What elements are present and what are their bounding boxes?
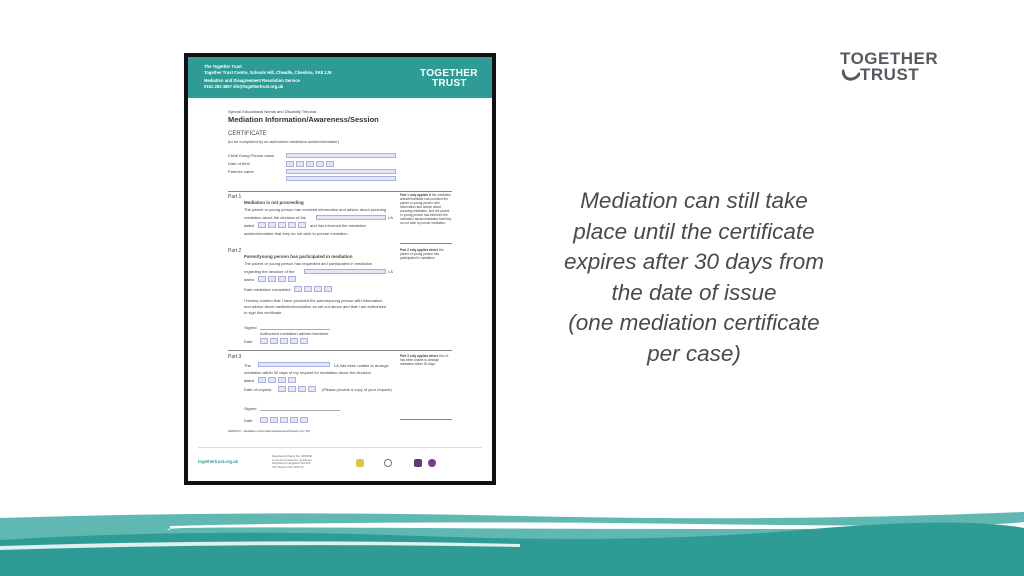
date-box[interactable] bbox=[258, 377, 266, 383]
part3-side-note: Part 3 only applies where the LA has been unable to arrange mediation within 30 days. bbox=[400, 354, 449, 366]
dob-label: Date of birth bbox=[228, 161, 250, 166]
part3-date: Date bbox=[244, 418, 253, 423]
date-box[interactable] bbox=[298, 386, 306, 392]
date-box[interactable] bbox=[300, 338, 308, 344]
part2-line1: The parent or young person has requested and participated in mediation bbox=[244, 261, 373, 266]
certificate-heading: CERTIFICATE bbox=[228, 131, 267, 137]
date-box[interactable] bbox=[288, 276, 296, 282]
date-box[interactable] bbox=[314, 286, 322, 292]
caption-line: Mediation can still take bbox=[580, 188, 808, 213]
date-box[interactable] bbox=[296, 161, 304, 167]
divider bbox=[228, 350, 452, 351]
part2-confirm1: I hereby confirm that I have provided the parent/young person with information bbox=[244, 298, 383, 303]
date-box[interactable] bbox=[280, 338, 288, 344]
date-box[interactable] bbox=[268, 276, 276, 282]
date-box[interactable] bbox=[290, 338, 298, 344]
child-name-field[interactable] bbox=[286, 153, 396, 158]
accreditation-badge-icon bbox=[428, 459, 436, 467]
document-header bbox=[188, 57, 492, 98]
document-title: Mediation Information/Awareness/Session bbox=[228, 115, 379, 124]
part2-line2: regarding the decision of the bbox=[244, 269, 295, 274]
la-field[interactable] bbox=[304, 269, 386, 274]
date-box[interactable] bbox=[286, 161, 294, 167]
part3-label: Part 3 bbox=[228, 354, 242, 360]
date-box[interactable] bbox=[278, 377, 286, 383]
together-trust-logo bbox=[838, 50, 958, 86]
part2-label: Part 2 bbox=[228, 248, 242, 254]
date-box[interactable] bbox=[258, 276, 266, 282]
accreditation-badge-icon bbox=[414, 459, 422, 467]
part1-line3: and has informed the mediation bbox=[310, 223, 367, 228]
part2-completed: Date mediation completed bbox=[244, 287, 291, 292]
caption-line: per case) bbox=[647, 340, 741, 366]
date-box[interactable] bbox=[316, 161, 324, 167]
la-field[interactable] bbox=[258, 362, 330, 367]
date-box[interactable] bbox=[278, 222, 286, 228]
part2-confirm3: to sign this certificate. bbox=[244, 310, 283, 315]
part1-line4: adviser/mediator that they do not wish to pursue mediation. bbox=[244, 231, 349, 236]
document-logo-line-1: TOGETHER bbox=[420, 68, 478, 79]
signature-line[interactable] bbox=[260, 329, 330, 330]
date-box[interactable] bbox=[290, 417, 298, 423]
date-box[interactable] bbox=[300, 417, 308, 423]
date-box[interactable] bbox=[258, 222, 266, 228]
part1-la: LA bbox=[388, 215, 393, 220]
logo-line-1: TOGETHER bbox=[840, 49, 939, 68]
part3-provide: (Please provide a copy of your request) bbox=[322, 387, 392, 392]
caption-line: (one mediation certificate bbox=[568, 310, 820, 335]
date-box[interactable] bbox=[270, 417, 278, 423]
part1-line1: The parent or young person has received information and advice about pursuing bbox=[244, 207, 387, 212]
child-name-label: Child/Young Person name bbox=[228, 153, 275, 158]
date-box[interactable] bbox=[270, 338, 278, 344]
part2-side-note: Part 2 only applies where the parent or young person has participated in mediation. bbox=[400, 248, 444, 260]
logo-line-2: TRUST bbox=[860, 65, 920, 84]
header-service: Mediation and Disagreement Resolution Service bbox=[204, 78, 300, 83]
parent-name-field-2[interactable] bbox=[286, 176, 396, 181]
part2-signed: Signed bbox=[244, 325, 257, 330]
header-address: Together Trust Centre, Schools Hill, Cheadle, Cheshire, SK8 1JE bbox=[204, 70, 332, 75]
slide-caption bbox=[536, 186, 852, 369]
parent-name-field[interactable] bbox=[286, 169, 396, 174]
divider bbox=[400, 243, 452, 244]
part1-label: Part 1 bbox=[228, 194, 242, 200]
parent-name-label: Parent's name bbox=[228, 169, 254, 174]
date-box[interactable] bbox=[324, 286, 332, 292]
caption-line: place until the certificate bbox=[573, 218, 815, 244]
date-box[interactable] bbox=[304, 286, 312, 292]
footer-url: togethertrust.org.uk bbox=[198, 459, 239, 464]
accreditation-badge-icon bbox=[356, 459, 364, 467]
date-box[interactable] bbox=[326, 161, 334, 167]
divider bbox=[400, 419, 452, 420]
mediation-certificate-document bbox=[184, 53, 496, 485]
decorative-waves bbox=[0, 500, 1024, 576]
date-box[interactable] bbox=[288, 377, 296, 383]
part3-line1: LA has been unable to arrange bbox=[334, 363, 389, 368]
date-box[interactable] bbox=[280, 417, 288, 423]
part3-dated: dated bbox=[244, 378, 255, 383]
date-box[interactable] bbox=[278, 276, 286, 282]
part2-dated: dated bbox=[244, 277, 255, 282]
date-box[interactable] bbox=[288, 386, 296, 392]
document-footer-rule bbox=[198, 447, 482, 448]
date-box[interactable] bbox=[260, 338, 268, 344]
header-contact: 0161 283 4857 sfs@togethertrust.org.uk bbox=[204, 84, 284, 89]
footer-registration: Registered Charity No. 1000000 A company limited by guarantee Registered in England 123 456 VAT Number 611 4063 01 bbox=[272, 454, 312, 469]
date-box[interactable] bbox=[306, 161, 314, 167]
part3-line2: mediation within 30 days of my request for mediation about the decision bbox=[244, 370, 371, 375]
part2-confirm2: and advice about mediation/resolution as set out above and that I am authorised bbox=[244, 304, 387, 309]
part1-heading: Mediation is not proceeding bbox=[244, 200, 304, 205]
date-box[interactable] bbox=[308, 386, 316, 392]
header-org: The Together Trust bbox=[204, 64, 242, 69]
part1-dated: dated bbox=[244, 223, 255, 228]
date-box[interactable] bbox=[268, 222, 276, 228]
certificate-note: (to be completed by an authorised mediation adviser/mediator) bbox=[228, 139, 339, 144]
part2-heading: Parent/young person has participated in mediation bbox=[244, 254, 353, 259]
date-box[interactable] bbox=[298, 222, 306, 228]
part1-side-note: Part 1 only applies if the mediation adviser/mediator has provided the parent or young person with information and advice about pursuing mediation, and the parent or young person has informed the mediation adviser/mediator that they do not wish to pursue mediation. bbox=[400, 193, 452, 225]
document-subtitle: Special Educational Needs and Disability Tribunal bbox=[228, 109, 317, 114]
part2-signed-caption: Authorised mediation adviser/mediator bbox=[260, 331, 329, 336]
date-box[interactable] bbox=[268, 377, 276, 383]
investors-in-people-icon bbox=[384, 459, 392, 467]
date-box[interactable] bbox=[294, 286, 302, 292]
caption-line: expires after 30 days from bbox=[563, 249, 825, 274]
part3-request: Date of request bbox=[244, 387, 272, 392]
date-box[interactable] bbox=[260, 417, 268, 423]
caption-line: the date of issue bbox=[611, 279, 777, 305]
date-box[interactable] bbox=[288, 222, 296, 228]
part2-la: LA bbox=[388, 269, 393, 274]
part3-the: The bbox=[244, 363, 251, 368]
part1-line2: mediation about the decision of the bbox=[244, 215, 307, 220]
part2-date: Date bbox=[244, 339, 253, 344]
divider bbox=[228, 191, 452, 192]
la-field[interactable] bbox=[316, 215, 386, 220]
form-reference: SENDIST - Mediation Information/Awareness/Session (07 19) bbox=[228, 429, 310, 433]
date-box[interactable] bbox=[278, 386, 286, 392]
part3-signed: Signed bbox=[244, 406, 257, 411]
signature-line[interactable] bbox=[260, 410, 340, 411]
document-logo-line-2: TRUST bbox=[432, 78, 467, 89]
logo-swoosh-icon bbox=[842, 68, 860, 82]
